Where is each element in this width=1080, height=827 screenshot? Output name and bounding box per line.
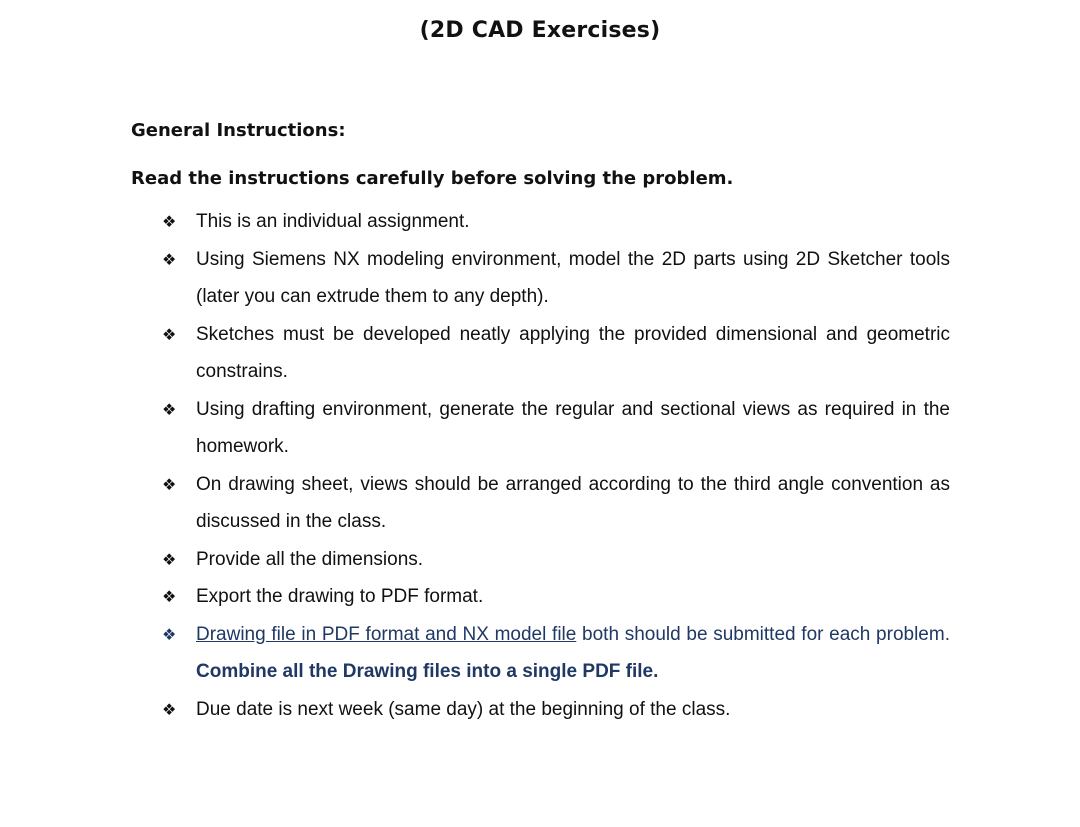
list-item xyxy=(162,241,950,316)
combine-files-note: Combine all the Drawing files into a single PDF file. xyxy=(196,661,659,682)
list-item-text: Export the drawing to PDF format. xyxy=(196,586,484,607)
four-diamond-bullet-icon: ❖ xyxy=(162,699,177,719)
four-diamond-bullet-icon: ❖ xyxy=(162,399,177,419)
four-diamond-bullet-icon: ❖ xyxy=(162,474,177,494)
list-item-text: Provide all the dimensions. xyxy=(196,548,424,570)
list-item-text: Due date is next week (same day) at the beginning of the class. xyxy=(196,698,731,720)
general-instructions-heading: General Instructions: xyxy=(131,120,346,141)
read-instructions-heading: Read the instructions carefully before solving the problem. xyxy=(131,168,734,189)
four-diamond-bullet-icon: ❖ xyxy=(162,249,177,269)
four-diamond-bullet-icon: ❖ xyxy=(162,212,177,231)
list-item xyxy=(162,316,950,391)
list-item xyxy=(162,466,950,541)
page-title: (2D CAD Exercises) xyxy=(419,18,661,43)
list-item-text: Sketches must be developed neatly applying the provided dimensional and geometric constrains. xyxy=(196,323,950,382)
four-diamond-bullet-icon: ❖ xyxy=(162,587,177,606)
submission-text: both should be submitted for each problem. xyxy=(576,623,950,645)
list-item-text: Using Siemens NX modeling environment, model the 2D parts using 2D Sketcher tools (later you can extrude them to any depth). xyxy=(196,248,950,307)
list-item xyxy=(162,691,950,729)
four-diamond-bullet-icon: ❖ xyxy=(162,624,177,644)
list-item xyxy=(162,391,950,466)
submission-list-item xyxy=(162,616,950,691)
list-item-text: Using drafting environment, generate the regular and sectional views as required in the homework. xyxy=(196,398,950,457)
submission-files-link[interactable]: Drawing file in PDF format and NX model file xyxy=(196,623,577,645)
four-diamond-bullet-icon: ❖ xyxy=(162,549,177,569)
list-item-text: This is an individual assignment. xyxy=(196,211,470,232)
list-item xyxy=(162,203,950,241)
list-item xyxy=(162,541,950,579)
list-item-text: On drawing sheet, views should be arranged according to the third angle convention as discussed in the class. xyxy=(196,473,950,532)
four-diamond-bullet-icon: ❖ xyxy=(162,324,177,344)
instructions-list xyxy=(162,203,950,728)
list-item xyxy=(162,578,950,616)
